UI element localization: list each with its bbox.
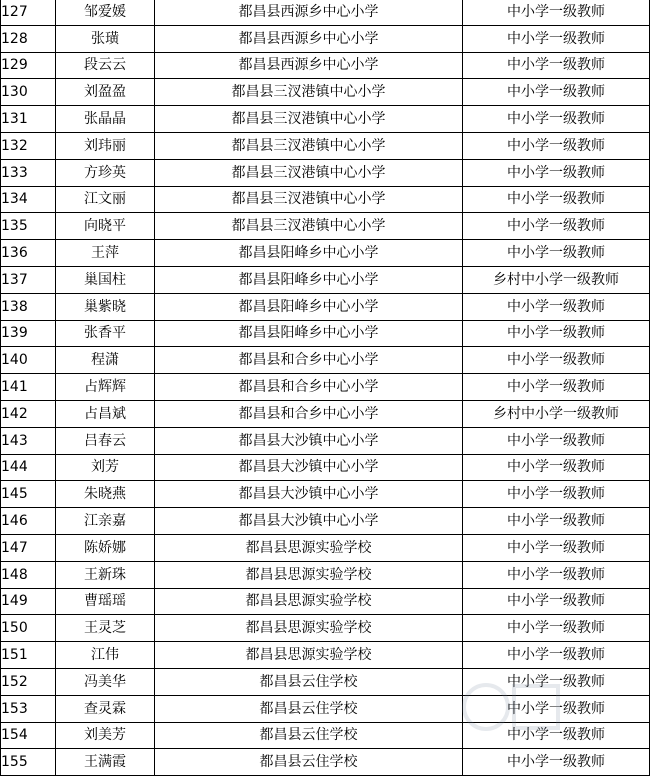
teacher-name-cell: 段云云	[56, 52, 155, 79]
table-row	[1, 722, 650, 749]
school-name-cell: 都昌县三汊港镇中心小学	[155, 132, 463, 159]
school-name-cell: 都昌县西源乡中心小学	[155, 25, 463, 52]
teacher-name-cell: 陈娇娜	[56, 534, 155, 561]
row-number-cell: 151	[1, 642, 56, 669]
row-number-cell: 128	[1, 25, 56, 52]
table-row	[1, 240, 650, 267]
teacher-name-cell: 向晓平	[56, 213, 155, 240]
school-name-cell: 都昌县阳峰乡中心小学	[155, 293, 463, 320]
school-name-cell: 都昌县三汊港镇中心小学	[155, 186, 463, 213]
title-grade-cell: 中小学一级教师	[463, 454, 650, 481]
school-name-cell: 都昌县阳峰乡中心小学	[155, 240, 463, 267]
table-row	[1, 79, 650, 106]
teacher-name-cell: 巢国柱	[56, 266, 155, 293]
school-name-cell: 都昌县三汊港镇中心小学	[155, 106, 463, 133]
teacher-name-cell: 江文丽	[56, 186, 155, 213]
table-row	[1, 561, 650, 588]
title-grade-cell: 中小学一级教师	[463, 588, 650, 615]
title-grade-cell: 中小学一级教师	[463, 106, 650, 133]
table-row	[1, 695, 650, 722]
school-name-cell: 都昌县云住学校	[155, 668, 463, 695]
school-name-cell: 都昌县云住学校	[155, 722, 463, 749]
title-grade-cell: 中小学一级教师	[463, 213, 650, 240]
row-number-cell: 153	[1, 695, 56, 722]
title-grade-cell: 中小学一级教师	[463, 427, 650, 454]
title-grade-cell: 中小学一级教师	[463, 374, 650, 401]
row-number-cell: 131	[1, 106, 56, 133]
table-row	[1, 400, 650, 427]
title-grade-cell: 中小学一级教师	[463, 508, 650, 535]
teacher-name-cell: 方珍英	[56, 159, 155, 186]
teacher-name-cell: 巢紫晓	[56, 293, 155, 320]
teacher-name-cell: 邹爱媛	[56, 0, 155, 25]
teacher-name-cell: 朱晓燕	[56, 481, 155, 508]
table-row	[1, 320, 650, 347]
row-number-cell: 138	[1, 293, 56, 320]
table-row	[1, 266, 650, 293]
table-row	[1, 159, 650, 186]
row-number-cell: 130	[1, 79, 56, 106]
row-number-cell: 146	[1, 508, 56, 535]
title-grade-cell: 中小学一级教师	[463, 0, 650, 25]
title-grade-cell: 中小学一级教师	[463, 534, 650, 561]
row-number-cell: 142	[1, 400, 56, 427]
school-name-cell: 都昌县大沙镇中心小学	[155, 454, 463, 481]
row-number-cell: 136	[1, 240, 56, 267]
roster-table-body	[1, 0, 650, 776]
table-row	[1, 454, 650, 481]
teacher-name-cell: 王灵芝	[56, 615, 155, 642]
school-name-cell: 都昌县云住学校	[155, 695, 463, 722]
row-number-cell: 133	[1, 159, 56, 186]
title-grade-cell: 中小学一级教师	[463, 722, 650, 749]
row-number-cell: 137	[1, 266, 56, 293]
school-name-cell: 都昌县阳峰乡中心小学	[155, 266, 463, 293]
title-grade-cell: 中小学一级教师	[463, 159, 650, 186]
teacher-name-cell: 占辉辉	[56, 374, 155, 401]
table-row	[1, 0, 650, 25]
table-row	[1, 25, 650, 52]
table-row	[1, 374, 650, 401]
row-number-cell: 140	[1, 347, 56, 374]
title-grade-cell: 中小学一级教师	[463, 481, 650, 508]
title-grade-cell: 中小学一级教师	[463, 52, 650, 79]
title-grade-cell: 中小学一级教师	[463, 293, 650, 320]
school-name-cell: 都昌县大沙镇中心小学	[155, 481, 463, 508]
row-number-cell: 152	[1, 668, 56, 695]
table-row	[1, 668, 650, 695]
row-number-cell: 132	[1, 132, 56, 159]
title-grade-cell: 中小学一级教师	[463, 695, 650, 722]
title-grade-cell: 乡村中小学一级教师	[463, 400, 650, 427]
row-number-cell: 154	[1, 722, 56, 749]
row-number-cell: 149	[1, 588, 56, 615]
teacher-name-cell: 吕春云	[56, 427, 155, 454]
title-grade-cell: 中小学一级教师	[463, 749, 650, 776]
title-grade-cell: 中小学一级教师	[463, 79, 650, 106]
school-name-cell: 都昌县三汊港镇中心小学	[155, 159, 463, 186]
teacher-name-cell: 程潇	[56, 347, 155, 374]
title-grade-cell: 中小学一级教师	[463, 561, 650, 588]
title-grade-cell: 中小学一级教师	[463, 25, 650, 52]
table-row	[1, 749, 650, 776]
title-grade-cell: 乡村中小学一级教师	[463, 266, 650, 293]
row-number-cell: 134	[1, 186, 56, 213]
row-number-cell: 129	[1, 52, 56, 79]
title-grade-cell: 中小学一级教师	[463, 132, 650, 159]
row-number-cell: 135	[1, 213, 56, 240]
teacher-name-cell: 查灵霖	[56, 695, 155, 722]
title-grade-cell: 中小学一级教师	[463, 320, 650, 347]
school-name-cell: 都昌县阳峰乡中心小学	[155, 320, 463, 347]
teacher-name-cell: 江伟	[56, 642, 155, 669]
row-number-cell: 141	[1, 374, 56, 401]
table-row	[1, 508, 650, 535]
table-row	[1, 132, 650, 159]
teacher-name-cell: 冯美华	[56, 668, 155, 695]
teacher-name-cell: 王新珠	[56, 561, 155, 588]
table-row	[1, 481, 650, 508]
teacher-name-cell: 刘玮丽	[56, 132, 155, 159]
row-number-cell: 143	[1, 427, 56, 454]
table-row	[1, 213, 650, 240]
title-grade-cell: 中小学一级教师	[463, 642, 650, 669]
school-name-cell: 都昌县思源实验学校	[155, 534, 463, 561]
title-grade-cell: 中小学一级教师	[463, 186, 650, 213]
row-number-cell: 148	[1, 561, 56, 588]
teacher-name-cell: 江亲嘉	[56, 508, 155, 535]
table-row	[1, 293, 650, 320]
teacher-name-cell: 王萍	[56, 240, 155, 267]
row-number-cell: 139	[1, 320, 56, 347]
table-row	[1, 186, 650, 213]
teacher-name-cell: 张晶晶	[56, 106, 155, 133]
school-name-cell: 都昌县西源乡中心小学	[155, 0, 463, 25]
school-name-cell: 都昌县思源实验学校	[155, 561, 463, 588]
school-name-cell: 都昌县三汊港镇中心小学	[155, 213, 463, 240]
row-number-cell: 144	[1, 454, 56, 481]
title-grade-cell: 中小学一级教师	[463, 347, 650, 374]
school-name-cell: 都昌县大沙镇中心小学	[155, 508, 463, 535]
teacher-name-cell: 占昌斌	[56, 400, 155, 427]
row-number-cell: 147	[1, 534, 56, 561]
row-number-cell: 127	[1, 0, 56, 25]
school-name-cell: 都昌县三汊港镇中心小学	[155, 79, 463, 106]
teacher-name-cell: 张香平	[56, 320, 155, 347]
row-number-cell: 155	[1, 749, 56, 776]
teacher-name-cell: 刘美芳	[56, 722, 155, 749]
school-name-cell: 都昌县思源实验学校	[155, 642, 463, 669]
table-row	[1, 106, 650, 133]
table-row	[1, 588, 650, 615]
table-row	[1, 52, 650, 79]
school-name-cell: 都昌县和合乡中心小学	[155, 374, 463, 401]
teacher-name-cell: 刘芳	[56, 454, 155, 481]
school-name-cell: 都昌县和合乡中心小学	[155, 347, 463, 374]
row-number-cell: 150	[1, 615, 56, 642]
table-row	[1, 427, 650, 454]
school-name-cell: 都昌县思源实验学校	[155, 588, 463, 615]
title-grade-cell: 中小学一级教师	[463, 240, 650, 267]
school-name-cell: 都昌县和合乡中心小学	[155, 400, 463, 427]
table-row	[1, 642, 650, 669]
table-row	[1, 347, 650, 374]
teacher-name-cell: 曹瑶瑶	[56, 588, 155, 615]
school-name-cell: 都昌县西源乡中心小学	[155, 52, 463, 79]
teacher-name-cell: 王满霞	[56, 749, 155, 776]
row-number-cell: 145	[1, 481, 56, 508]
school-name-cell: 都昌县云住学校	[155, 749, 463, 776]
school-name-cell: 都昌县大沙镇中心小学	[155, 427, 463, 454]
table-row	[1, 615, 650, 642]
teacher-name-cell: 张璜	[56, 25, 155, 52]
teacher-name-cell: 刘盈盈	[56, 79, 155, 106]
title-grade-cell: 中小学一级教师	[463, 615, 650, 642]
title-grade-cell: 中小学一级教师	[463, 668, 650, 695]
table-row	[1, 534, 650, 561]
school-name-cell: 都昌县思源实验学校	[155, 615, 463, 642]
